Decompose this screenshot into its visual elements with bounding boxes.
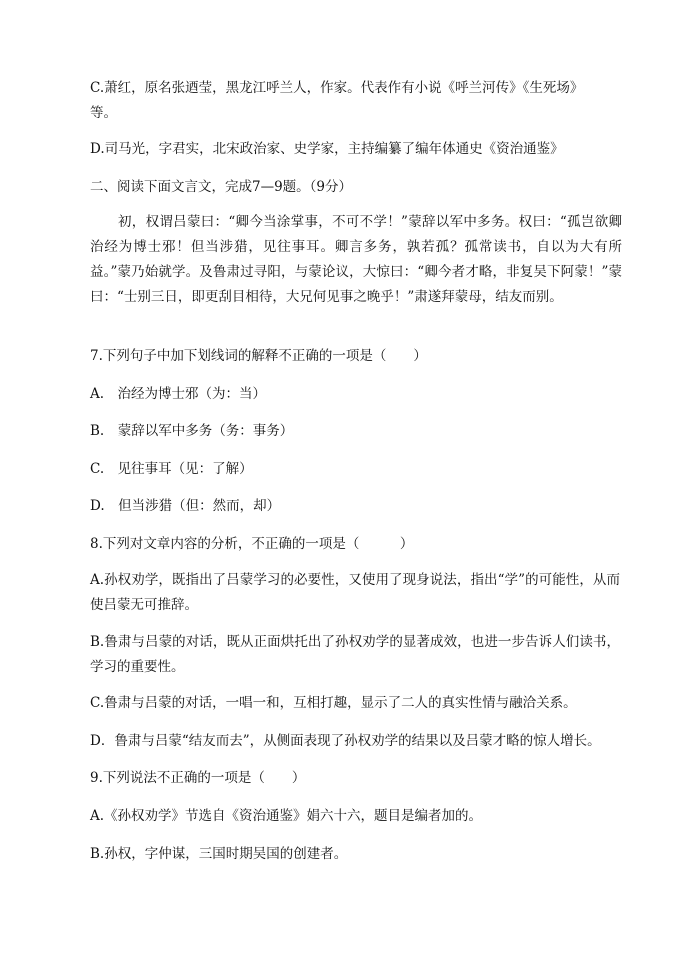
question-9-option-a: A.《孙权劝学》节选自《资治通鉴》娟六十六，题目是编者加的。 xyxy=(90,808,483,824)
question-9-stem: 9.下列说法不正确的一项是（ ） xyxy=(90,770,306,786)
option-c-line-1: C.萧红，原名张迺莹，黑龙江呼兰人，作家。代表作有小说《呼兰河传》《生死场》 xyxy=(90,80,584,96)
question-7-option-a: A. 治经为博士邪（为：当） xyxy=(90,386,267,402)
question-9-option-b: B.孙权，字仲谋，三国时期吴国的创建者。 xyxy=(90,846,348,862)
question-8-option-a: A.孙权劝学，既指出了吕蒙学习的必要性，又使用了现身说法，指出“学”的可能性，从而使吕蒙无可推辞。 xyxy=(90,572,620,613)
question-7-option-d: D. 但当涉猎（但：然而，却） xyxy=(90,498,281,514)
section-heading: 二、阅读下面文言文，完成7—9题。（9分） xyxy=(90,179,353,195)
option-c-line-2: 等。 xyxy=(90,105,117,121)
question-7-option-b: B. 蒙辞以军中多务（务：事务） xyxy=(90,423,294,439)
question-7-stem: 7.下列句子中加下划线词的解释不正确的一项是（ ） xyxy=(90,348,427,364)
question-8-option-d: D．鲁肃与吕蒙“结友而去”，从侧面表现了孙权劝学的结果以及吕蒙才略的惊人增长。 xyxy=(90,733,601,749)
question-7-option-c: C. 见往事耳（见：了解） xyxy=(90,461,253,477)
question-8-stem: 8.下列对文章内容的分析，不正确的一项是（ ） xyxy=(90,536,414,552)
option-c-xiaohong xyxy=(90,76,622,126)
option-d-simaguang: D.司马光，字君实，北宋政治家、史学家，主持编纂了编年体通史《资治通鉴》 xyxy=(90,141,564,157)
question-8-option-c: C.鲁肃与吕蒙的对话，一唱一和，互相打趣，显示了二人的真实性情与融洽关系。 xyxy=(90,695,577,711)
question-8-option-b: B.鲁肃与吕蒙的对话，既从正面烘托出了孙权劝学的显著成效，也进一步告诉人们读书，学习的重要性。 xyxy=(90,634,620,675)
classical-passage: 初，权谓吕蒙曰：“卿今当涂掌事，不可不学！”蒙辞以军中多务。权曰：“孤岂欲卿治经为博士邪！但当涉猎，见往事耳。卿言多务，孰若孤？孤常读书，自以为大有所益。”蒙乃始就学。及鲁肃过寻阳，与蒙论议，大惊曰：“卿今者才略，非复吴下阿蒙！”蒙曰：“士别三日，即更刮目相待，大兄何见事之晚乎！”肃遂拜蒙母，结友而别。 xyxy=(90,214,622,305)
